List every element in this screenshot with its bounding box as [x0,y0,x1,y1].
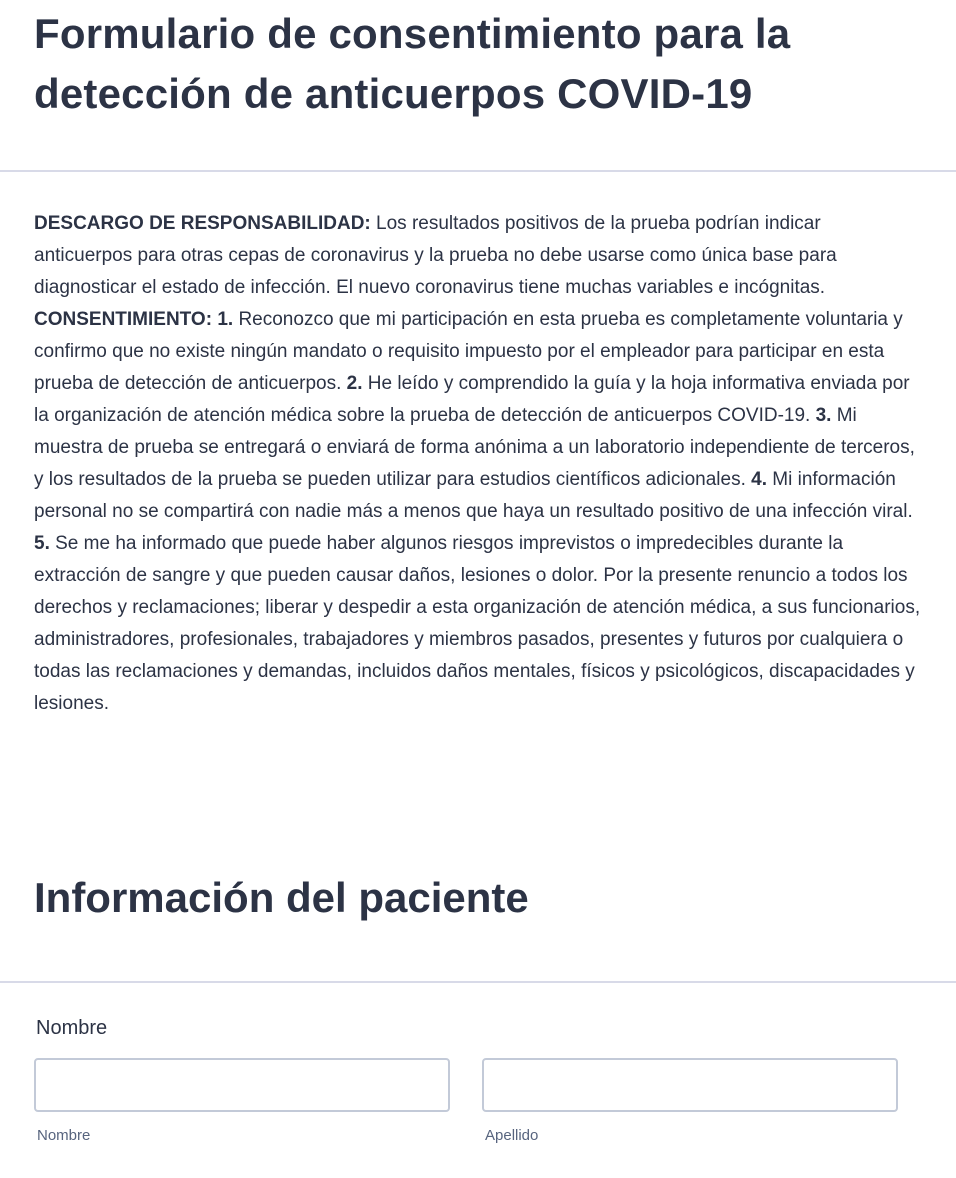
consent-number-4: 4. [751,469,768,490]
consent-number-5: 5. [34,533,50,554]
last-name-input[interactable] [482,1058,898,1112]
section-divider [0,981,956,983]
first-name-input[interactable] [34,1058,450,1112]
consent-number-3: 3. [815,405,832,426]
last-name-sublabel: Apellido [485,1127,539,1144]
disclaimer-paragraph [34,208,922,720]
consent-item-4: Mi información personal no se compartirá con nadie más a menos que haya un resultado positivo de una infección viral. [34,469,913,522]
form-header [0,0,956,170]
patient-section-header [34,868,529,928]
consent-item-5: Se me ha informado que puede haber algunos riesgos imprevistos o impredecibles durante la extracción de sangre y que pueden causar daños, lesiones o dolor. Por la presente renuncio a todos los derechos y reclamaciones; liberar y despedir a esta organización de atención médica, a sus funcionarios, administradores, profesionales, trabajadores y miembros pasados, presentes y futuros por cualquiera o todas las reclamaciones y demandas, incluidos daños mentales, físicos y psicológicos, discapacidades y lesiones. [34,533,921,714]
first-name-sublabel: Nombre [37,1127,91,1144]
consent-item-3: Mi muestra de prueba se entregará o enviará de forma anónima a un laboratorio independiente de terceros, y los resultados de la prueba se pueden utilizar para estudios científicos adicionales. [34,405,915,490]
consent-heading: CONSENTIMIENTO: 1. [34,309,234,330]
disclaimer-heading: DESCARGO DE RESPONSABILIDAD: [34,213,371,234]
consent-item-1: Reconozco que mi participación en esta prueba es completamente voluntaria y confirmo que no existe ningún mandato o requisito impuesto por el empleador para participar en esta prueba de detección de anticuerpos. [34,309,903,394]
disclaimer-text [0,172,956,947]
patient-section-title: Información del paciente [34,874,529,921]
name-field-label: Nombre [36,1017,108,1039]
consent-number-2: 2. [346,373,363,394]
form-title: Formulario de consentimiento para la detección de anticuerpos COVID-19 [34,10,791,117]
disclaimer-body: Los resultados positivos de la prueba podrían indicar anticuerpos para otras cepas de coronavirus y la prueba no debe usarse como única base para diagnosticar el estado de infección. El nuevo coronavirus tiene muchas variables e incógnitas. [34,213,837,298]
consent-item-2: He leído y comprendido la guía y la hoja informativa enviada por la organización de atención médica sobre la prueba de detección de anticuerpos COVID-19. [34,373,910,426]
